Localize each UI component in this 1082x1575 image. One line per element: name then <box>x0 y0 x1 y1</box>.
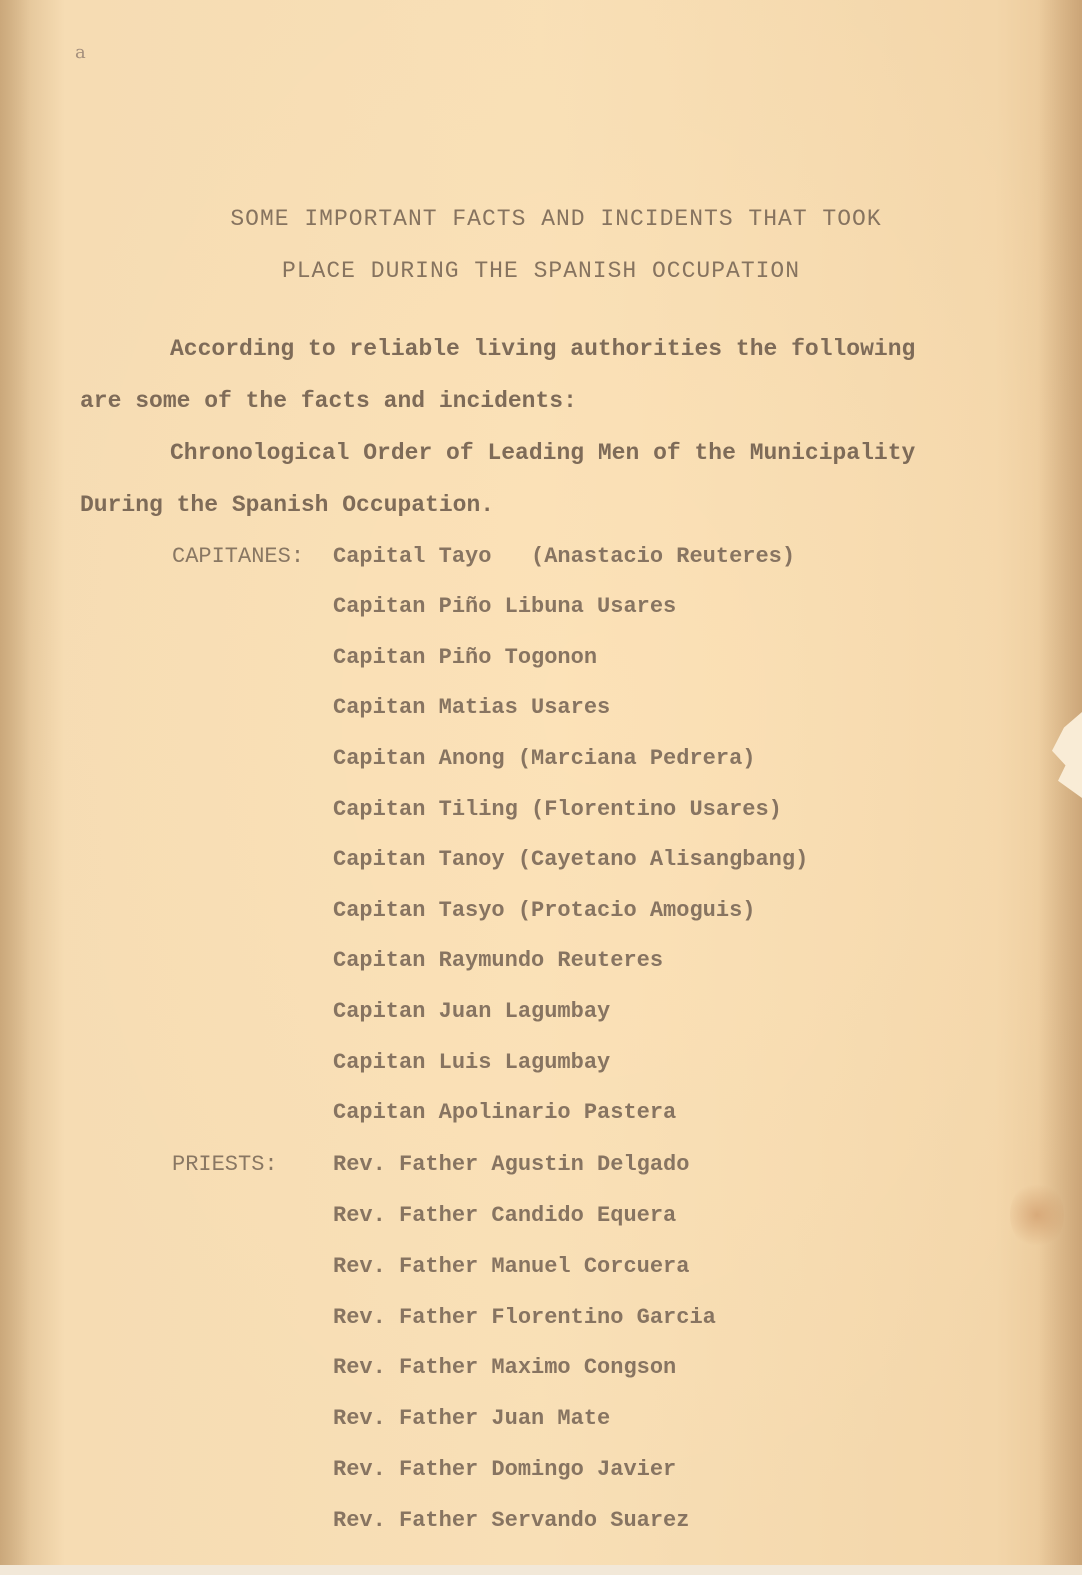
capitan-entry: Capitan Luis Lagumbay <box>333 1050 611 1075</box>
capitan-entry: Capitan Piño Togonon <box>333 645 598 670</box>
priest-entry: Rev. Father Manuel Corcuera <box>333 1254 690 1279</box>
capitan-entry: Capitan Tiling (Florentino Usares) <box>333 797 782 822</box>
priest-entry: Rev. Father Maximo Congson <box>333 1355 677 1380</box>
intro-line-2: are some of the facts and incidents: <box>80 388 577 414</box>
capitan-entry: Capitan Apolinario Pastera <box>333 1100 677 1125</box>
priest-entry: Rev. Father Florentino Garcia <box>333 1305 716 1330</box>
capitan-entry: Capitan Tasyo (Protacio Amoguis) <box>333 898 756 923</box>
capitan-entry: Capitan Matias Usares <box>333 695 611 720</box>
capitan-entry: Capital Tayo (Anastacio Reuteres) <box>333 544 796 569</box>
left-edge-shadow <box>0 0 30 1575</box>
priest-entry: Rev. Father Juan Mate <box>333 1406 611 1431</box>
priest-entry: Rev. Father Agustin Delgado <box>333 1152 690 1177</box>
priest-entry: Rev. Father Servando Suarez <box>333 1508 690 1533</box>
bottom-scan-strip <box>0 1565 1082 1575</box>
priest-entry: Rev. Father Domingo Javier <box>333 1457 677 1482</box>
title-line-2: PLACE DURING THE SPANISH OCCUPATION <box>281 258 801 284</box>
corner-pencil-mark: a <box>75 42 86 63</box>
heading-line-1: Chronological Order of Leading Men of the Municipality <box>170 440 916 466</box>
paper-stain <box>1010 1180 1064 1250</box>
capitan-entry: Capitan Anong (Marciana Pedrera) <box>333 746 756 771</box>
capitan-entry: Capitan Piño Libuna Usares <box>333 594 677 619</box>
priests-label: PRIESTS: <box>172 1152 278 1177</box>
capitan-entry: Capitan Raymundo Reuteres <box>333 948 664 973</box>
capitan-entry: Capitan Juan Lagumbay <box>333 999 611 1024</box>
title-line-1: SOME IMPORTANT FACTS AND INCIDENTS THAT TOOK <box>230 206 882 232</box>
heading-line-2: During the Spanish Occupation. <box>80 492 495 518</box>
capitan-entry: Capitan Tanoy (Cayetano Alisangbang) <box>333 847 809 872</box>
priest-entry: Rev. Father Candido Equera <box>333 1203 677 1228</box>
intro-line-1: According to reliable living authorities the following <box>170 336 916 362</box>
capitanes-label: CAPITANES: <box>172 544 305 569</box>
